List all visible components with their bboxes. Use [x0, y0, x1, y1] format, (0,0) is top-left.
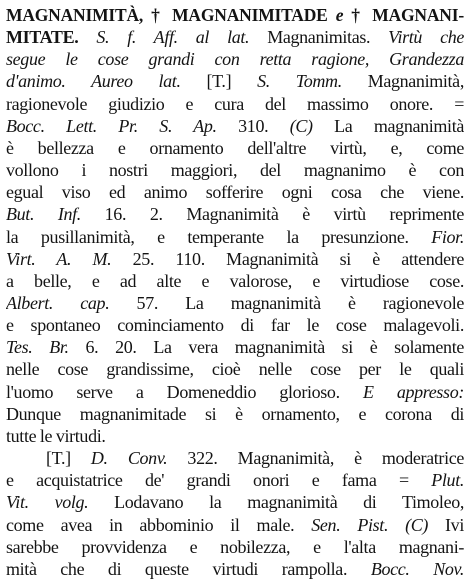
entry-text-line	[6, 26, 464, 48]
citation-run: Virtù che	[388, 27, 464, 48]
text-run: 6. 20. La vera magnanimità si è solamente	[68, 337, 464, 358]
citation-run: D. Conv.	[90, 448, 168, 468]
citation-run: Vit. volg.	[6, 492, 89, 513]
text-run: e acquistatrice de' grandi onori e fama =	[6, 470, 432, 491]
entry-text-line	[6, 314, 464, 336]
entry-text-line	[6, 381, 464, 403]
entry-text-line	[6, 203, 464, 225]
citation-run: d'animo. Aureo lat.	[6, 71, 181, 92]
text-run: Lodavano la magnanimità di Timoleo,	[88, 492, 464, 513]
entry-text-line	[6, 48, 464, 70]
entry-headword-line	[6, 4, 464, 26]
text-run: Magnanimitas.	[249, 27, 389, 48]
citation-run: Albert. cap.	[6, 292, 110, 313]
text-run: egual viso ed animo sofferire ogni cosa che viene.	[6, 182, 464, 203]
citation-run: Tes. Br.	[6, 337, 69, 358]
headword-run: MITATE.	[6, 27, 79, 48]
text-run: nelle cose grandissime, cioè nelle cose per le quali	[6, 359, 464, 380]
text-run: Ivi	[428, 514, 464, 535]
text-run: 322. Magnanimità, è moderatrice	[167, 448, 464, 468]
entry-text-line	[6, 336, 464, 358]
text-run: La magnanimità	[312, 115, 464, 136]
entry-text-line	[6, 115, 464, 137]
citation-run: Virt. A. M.	[6, 248, 112, 269]
citation-run: Plut.	[431, 470, 464, 491]
entry-text-line	[6, 226, 464, 248]
text-run: a belle, e ad alte e valorose, e virtudiose cose.	[6, 270, 464, 291]
text-run: 57. La magnanimità è ragionevole	[109, 292, 464, 313]
entry-text-line	[6, 292, 464, 314]
text-run: [T.]	[180, 71, 258, 92]
text-run: 16. 2. Magnanimità è virtù reprimente	[80, 204, 464, 225]
text-run: l'uomo serve a Domeneddio glorioso.	[6, 381, 363, 402]
entry-text-line	[6, 469, 464, 491]
headword-run: MAGNANIMITÀ, † MAGNANIMITADE	[6, 5, 336, 25]
citation-run: But. Inf.	[6, 204, 81, 225]
text-run: è bellezza e ornamento dell'altre virtù, e, come	[6, 137, 464, 158]
text-run: vollono i nostri maggiori, del magnanimo è con	[6, 160, 464, 180]
headword-run: † MAGNANI-	[343, 5, 464, 25]
citation-run: E appresso:	[362, 381, 464, 402]
entry-text-line	[6, 93, 464, 115]
entry-text-line	[6, 70, 464, 92]
citation-run: Bocc. Lett. Pr. S. Ap.	[6, 115, 217, 136]
entry-text-line	[6, 137, 464, 159]
citation-run: e	[335, 5, 344, 25]
text-run: la pusillanimità, e temperante la presunzione.	[6, 226, 432, 247]
text-run: ragionevole giudizio e cura del massimo onore. =	[6, 93, 464, 114]
entry-text-line	[6, 403, 464, 425]
text-run: 310.	[216, 115, 290, 136]
entry-text-line	[6, 358, 464, 380]
entry-text-line	[6, 248, 464, 270]
citation-run: S. Tomm.	[257, 71, 342, 92]
text-run: e spontaneo cominciamento di far le cose malagevoli.	[6, 315, 464, 336]
citation-run: Fior.	[431, 226, 464, 247]
citation-run: Bocc. Nov.	[370, 558, 464, 579]
text-run: Magnanimità,	[341, 71, 464, 92]
entry-text-line	[6, 558, 464, 580]
entry-text-line	[6, 491, 464, 513]
text-run: Dunque magnanimitade si è ornamento, e corona di	[6, 403, 464, 424]
entry-text-line	[6, 159, 464, 181]
entry-text-line	[6, 425, 464, 447]
citation-run: Sen. Pist. (C)	[311, 514, 429, 535]
citation-run: (C)	[289, 115, 313, 136]
text-run: come avea in abbominio il male.	[6, 514, 312, 535]
entry-text-line	[6, 536, 464, 558]
entry-text-line	[46, 447, 464, 469]
entry-text-line	[6, 514, 464, 536]
text-run: sarebbe provvidenza e nobilezza, e l'alta magnani-	[6, 536, 464, 557]
text-run: tutte le virtudi.	[6, 425, 106, 446]
text-run: mità che di queste virtudi rampolla.	[6, 558, 371, 579]
text-run: 25. 110. Magnanimità si è attendere	[111, 248, 464, 269]
citation-run: S. f. Aff. al lat.	[78, 27, 250, 48]
text-run: [T.]	[46, 448, 91, 468]
entry-text-line	[6, 181, 464, 203]
entry-text-line	[6, 270, 464, 292]
citation-run: segue le cose grandi con retta ragione, Grandezza	[6, 49, 464, 70]
